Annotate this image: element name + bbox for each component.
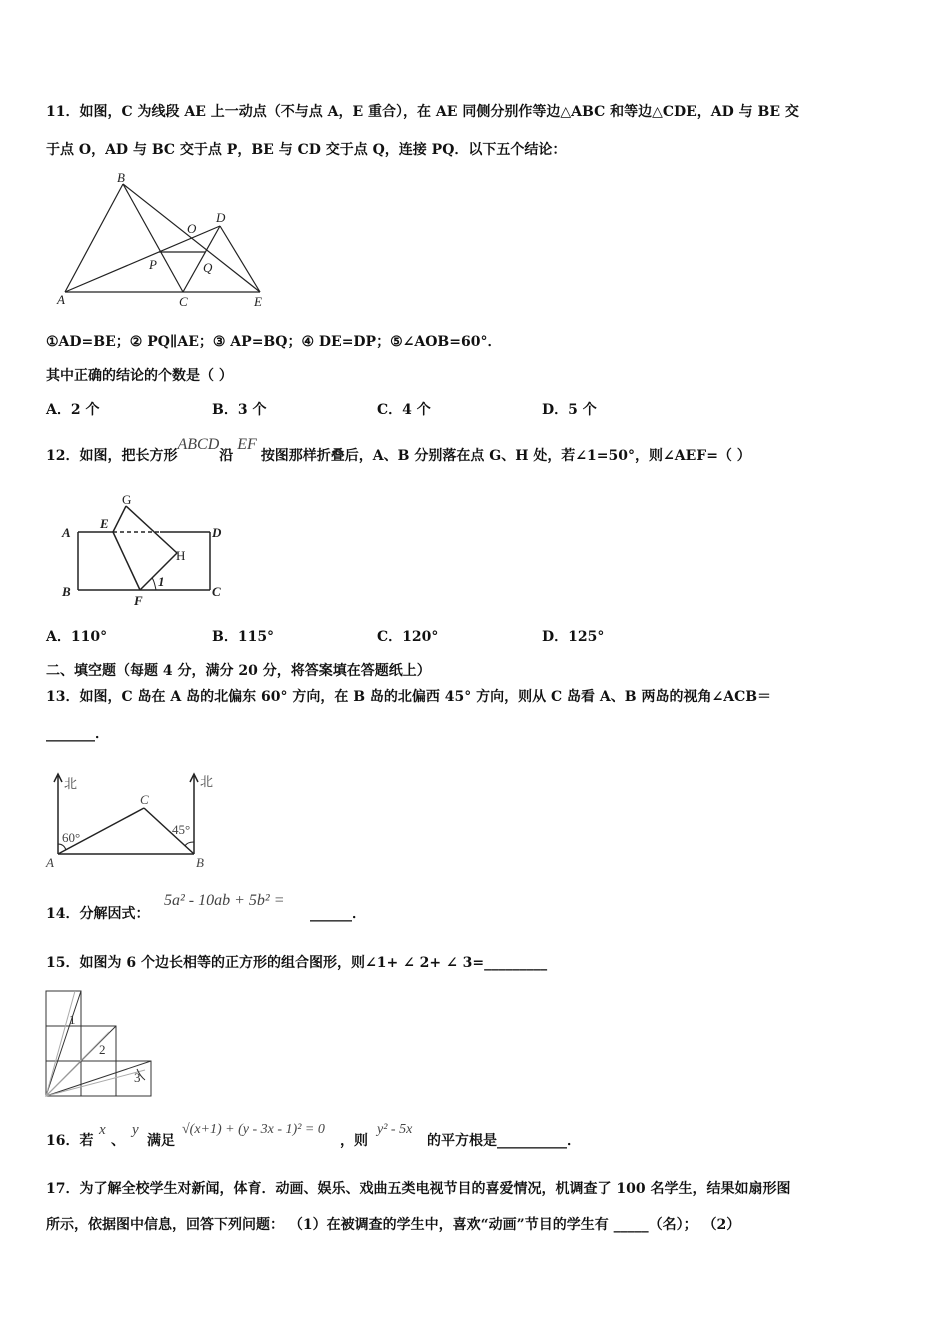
label-e: E xyxy=(254,294,262,309)
label-e: E xyxy=(100,516,109,531)
segment-ab xyxy=(65,184,123,292)
q14-prefix: 14．分解因式： xyxy=(46,906,150,922)
q11-option-a: A．2 个 xyxy=(46,402,100,418)
q11-conclusions: ①AD=BE；② PQ∥AE；③ AP=BQ；④ DE=DP；⑤∠AOB=60°． xyxy=(46,334,502,350)
label-p: P xyxy=(149,257,157,272)
label-b: B xyxy=(196,855,204,870)
label-d: D xyxy=(216,210,226,225)
q13-text-line1: 13．如图，C 岛在 A 岛的北偏东 60° 方向，在 B 岛的北偏西 45° 方向，则从 C 岛看 A、B 两岛的视角∠ACB＝ xyxy=(46,689,772,705)
q14-text xyxy=(46,904,149,924)
q12-option-b: B．115° xyxy=(212,629,275,645)
q12-prefix: 12．如图，把长方形 xyxy=(46,448,178,464)
label-c: C xyxy=(140,792,149,807)
q12-ef: EF xyxy=(237,436,257,453)
label-b: B xyxy=(62,584,71,599)
angle-1-arc xyxy=(152,578,156,590)
label-f: F xyxy=(134,593,143,608)
label-angle-b: 45° xyxy=(172,822,191,837)
gray-line-3 xyxy=(46,1070,145,1096)
label-d: D xyxy=(212,525,222,540)
fold-ef xyxy=(113,532,140,590)
fold-eg xyxy=(113,506,126,532)
angle-b-arc xyxy=(185,842,194,846)
q16-x: x xyxy=(99,1122,106,1138)
segment-ad xyxy=(65,226,220,292)
q11-question: 其中正确的结论的个数是（ ） xyxy=(46,368,233,384)
q16-satisfy: 满足 xyxy=(147,1133,175,1149)
q16-suffix: 的平方根是__________． xyxy=(427,1133,581,1149)
label-north-b: 北 xyxy=(200,774,214,789)
q11-text-line1: 11．如图，C 为线段 AE 上一动点（不与点 A，E 重合），在 AE 同侧分别作等边△ABC 和等边△CDE，AD 与 BE 交 xyxy=(46,104,799,120)
label-angle-1: 1 xyxy=(69,1012,76,1027)
label-o: O xyxy=(187,221,197,236)
q12-abcd: ABCD xyxy=(177,436,220,453)
q12-option-a: A．110° xyxy=(46,629,108,645)
q11-figure xyxy=(55,172,275,307)
label-north-a: 北 xyxy=(64,776,78,791)
fold-gh xyxy=(126,506,177,553)
q14-answer-blank: ______． xyxy=(310,906,366,922)
label-b: B xyxy=(117,170,125,185)
q16-then: ，则 xyxy=(340,1133,368,1149)
q17-text-line1: 17．为了解全校学生对新闻，体育．动画、娱乐、戏曲五类电视节目的喜爱情况，机调查了 100 名学生，结果如扇形图 xyxy=(46,1181,791,1197)
q14-expression: 5a² - 10ab + 5b² = xyxy=(164,892,285,909)
segment-bc xyxy=(123,184,183,292)
q15-text: 15．如图为 6 个边长相等的正方形的组合图形，则∠1+ ∠ 2+ ∠ 3=_________ xyxy=(46,955,548,971)
q16-y: y xyxy=(132,1122,139,1138)
q16-sep: 、 xyxy=(111,1133,125,1149)
gray-line-1 xyxy=(46,991,75,1096)
label-q: Q xyxy=(203,260,213,275)
q13-figure xyxy=(44,770,224,870)
q11-text-line2: 于点 O，AD 与 BC 交于点 P，BE 与 CD 交于点 Q，连接 PQ．以下五个结论： xyxy=(46,142,567,158)
q12-along: 沿 xyxy=(219,448,234,464)
label-a: A xyxy=(46,855,54,870)
q12-option-c: C．120° xyxy=(377,629,439,645)
label-g: G xyxy=(122,492,132,507)
label-1: 1 xyxy=(158,574,165,589)
q16-expression: y² - 5x xyxy=(377,1122,413,1137)
q13-text-line2: _______． xyxy=(46,726,109,742)
q11-option-b: B．3 个 xyxy=(212,402,267,418)
q16-condition: √(x+1) + (y - 3x - 1)² = 0 xyxy=(182,1122,325,1137)
label-angle-2: 2 xyxy=(99,1042,106,1057)
label-c: C xyxy=(212,584,221,599)
q12-option-d: D．125° xyxy=(542,629,605,645)
section2-title: 二、填空题（每题 4 分，满分 20 分，将答案填在答题纸上） xyxy=(46,663,431,679)
q16-prefix: 16．若 xyxy=(46,1133,94,1149)
label-h: H xyxy=(176,548,186,563)
q12-text xyxy=(46,436,751,466)
label-angle-3: 3 xyxy=(134,1070,141,1085)
q17-text-line2: 所示，依据图中信息，回答下列问题： （1）在被调查的学生中，喜欢“动画”节目的学生有 _____（名）； （2） xyxy=(46,1217,741,1233)
q12-figure xyxy=(60,490,240,610)
label-a: A xyxy=(57,292,65,307)
q11-option-c: C．4 个 xyxy=(377,402,431,418)
label-a: A xyxy=(62,525,71,540)
q12-suffix: 按图那样折叠后，A、B 分别落在点 G、H 处，若∠1=50°，则∠AEF=（ ） xyxy=(260,448,751,464)
q15-figure xyxy=(45,990,155,1100)
square-1 xyxy=(46,991,81,1026)
label-angle-a: 60° xyxy=(62,830,81,845)
label-c: C xyxy=(179,294,188,309)
q11-option-d: D．5 个 xyxy=(542,402,597,418)
segment-de xyxy=(220,226,260,292)
diagonal-1 xyxy=(46,991,81,1096)
